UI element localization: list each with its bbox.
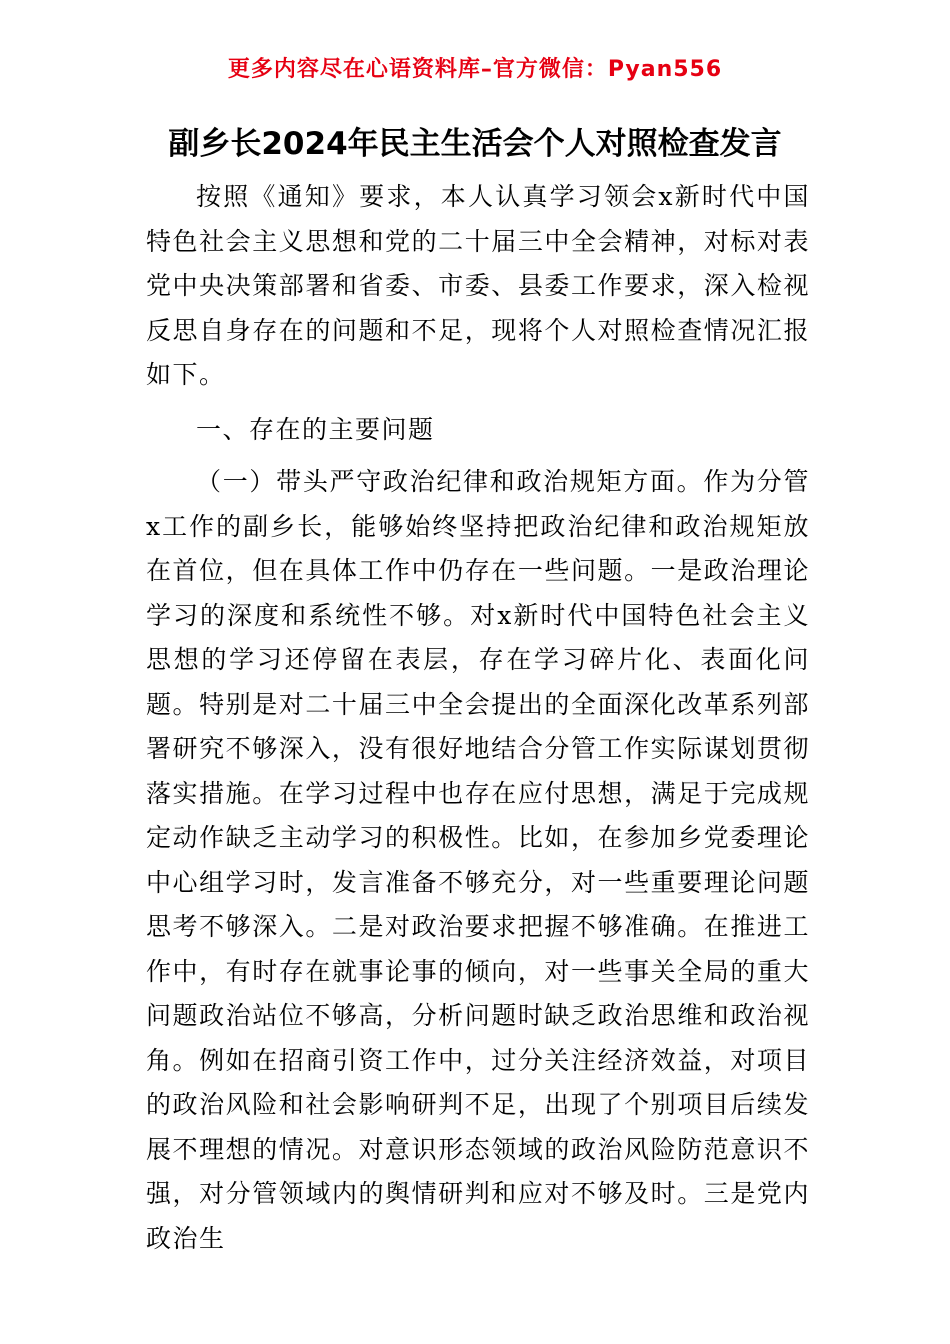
section-heading: 一、存在的主要问题 [196,415,435,444]
intro-paragraph: 按照《通知》要求，本人认真学习领会x新时代中国特色社会主义思想和党的二十届三中全会精神，对标对表党中央决策部署和省委、市委、县委工作要求，深入检视反思自身存在的问题和不足，现将个人对照检查情况汇报如下。 [146,182,810,389]
promo-banner[interactable]: 更多内容尽在心语资料库–官方微信：Pyan556 [227,57,723,82]
page-title: 副乡长2024年民主生活会个人对照检查发言 [168,126,782,162]
section-paragraph: （一）带头严守政治纪律和政治规矩方面。作为分管x工作的副乡长，能够始终坚持把政治纪律和政治规矩放在首位，但在具体工作中仍存在一些问题。一是政治理论学习的深度和系统性不够。对x新时代中国特色社会主义思想的学习还停留在表层，存在学习碎片化、表面化问题。特别是对二十届三中全会提出的全面深化改革系列部署研究不够深入，没有很好地结合分管工作实际谋划贯彻落实措施。在学习过程中也存在应付思想，满足于完成规定动作缺乏主动学习的积极性。比如，在参加乡党委理论中心组学习时，发言准备不够充分，对一些重要理论问题思考不够深入。二是对政治要求把握不够准确。在推进工作中，有时存在就事论事的倾向，对一些事关全局的重大问题政治站位不够高，分析问题时缺乏政治思维和政治视角。例如在招商引资工作中，过分关注经济效益，对项目的政治风险和社会影响研判不足，出现了个别项目后续发展不理想的情况。对意识形态领域的政治风险防范意识不强，对分管领域内的舆情研判和应对不够及时。三是党内政治生 [146,467,810,1253]
